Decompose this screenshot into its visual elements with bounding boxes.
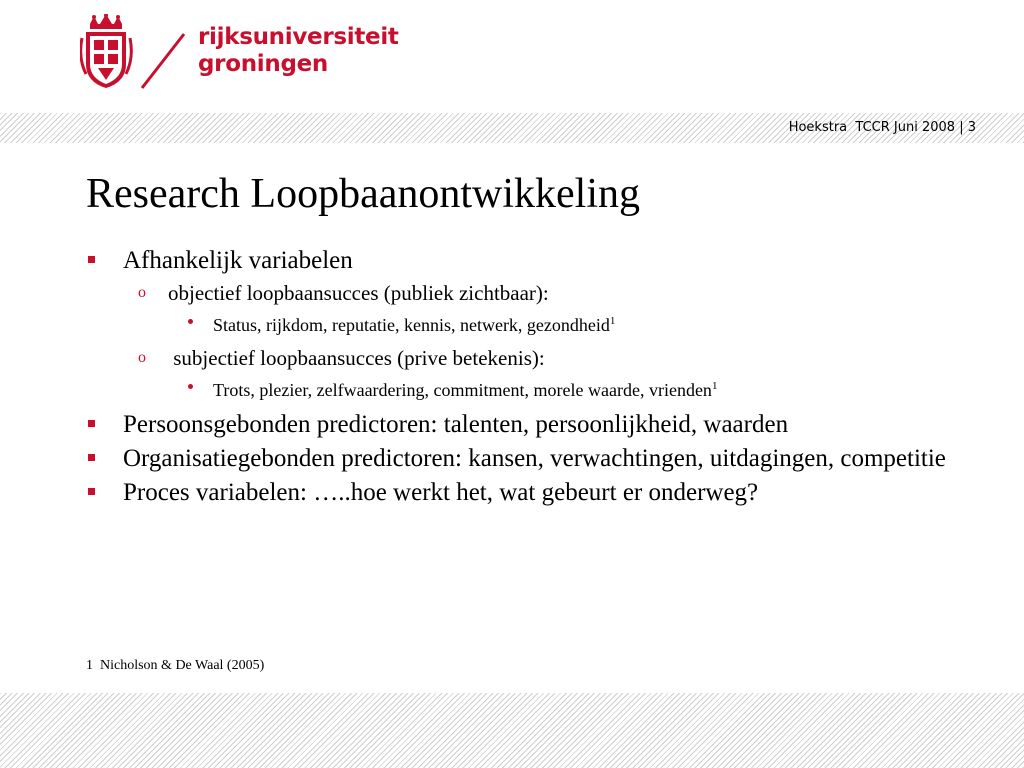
dot-bullet-icon	[188, 319, 193, 324]
author: Hoekstra	[788, 120, 848, 135]
dot-bullet-icon	[188, 384, 193, 389]
bullet-text: Afhankelijk variabelen	[123, 247, 353, 274]
page-number: 3	[967, 120, 976, 135]
sub-bullet-text: subjectief loopbaansucces (prive betekenis):	[168, 346, 545, 370]
square-bullet-icon	[88, 256, 95, 263]
slide-title: Research Loopbaanontwikkeling	[86, 171, 640, 217]
bullet-text: Organisatiegebonden predictoren: kansen, verwachtingen, uitdagingen, competitie	[123, 445, 946, 472]
separator: |	[959, 120, 964, 135]
circle-outline-bullet-icon: o	[138, 284, 146, 301]
footnote-ref: 1	[609, 315, 616, 327]
university-name-line1: rijksuniversiteit	[198, 24, 399, 50]
bullet-item	[86, 410, 986, 439]
square-bullet-icon	[88, 488, 95, 495]
bullet-item	[86, 246, 986, 275]
slide-header-info	[789, 120, 976, 135]
bullet-item	[86, 444, 986, 473]
bullet-text: Proces variabelen: …..hoe werkt het, wat gebeurt er onderweg?	[123, 479, 759, 506]
bullet-item	[86, 478, 986, 507]
sub-bullet-item	[86, 345, 986, 371]
square-bullet-icon	[88, 420, 95, 427]
bullet-text: Persoonsgebonden predictoren: talenten, persoonlijkheid, waarden	[123, 411, 789, 438]
sub-sub-bullet-text: Status, rijkdom, reputatie, kennis, netwerk, gezondheid	[213, 315, 610, 335]
circle-outline-bullet-icon: o	[138, 349, 146, 366]
sub-sub-bullet-item	[86, 375, 986, 402]
slide-content	[86, 246, 986, 512]
sub-bullet-item	[86, 280, 986, 306]
sub-sub-bullet-item	[86, 310, 986, 337]
footer-stripe	[0, 693, 1024, 768]
square-bullet-icon	[88, 454, 95, 461]
event: TCCR Juni 2008	[855, 120, 956, 135]
university-name	[198, 24, 399, 78]
footnote: 1 Nicholson & De Waal (2005)	[86, 658, 265, 673]
sub-sub-bullet-text: Trots, plezier, zelfwaardering, commitment, morele waarde, vrienden	[213, 380, 712, 400]
university-name-line2: groningen	[198, 51, 328, 77]
footnote-ref: 1	[711, 380, 718, 392]
sub-bullet-text: objectief loopbaansucces (publiek zichtbaar):	[168, 281, 549, 305]
